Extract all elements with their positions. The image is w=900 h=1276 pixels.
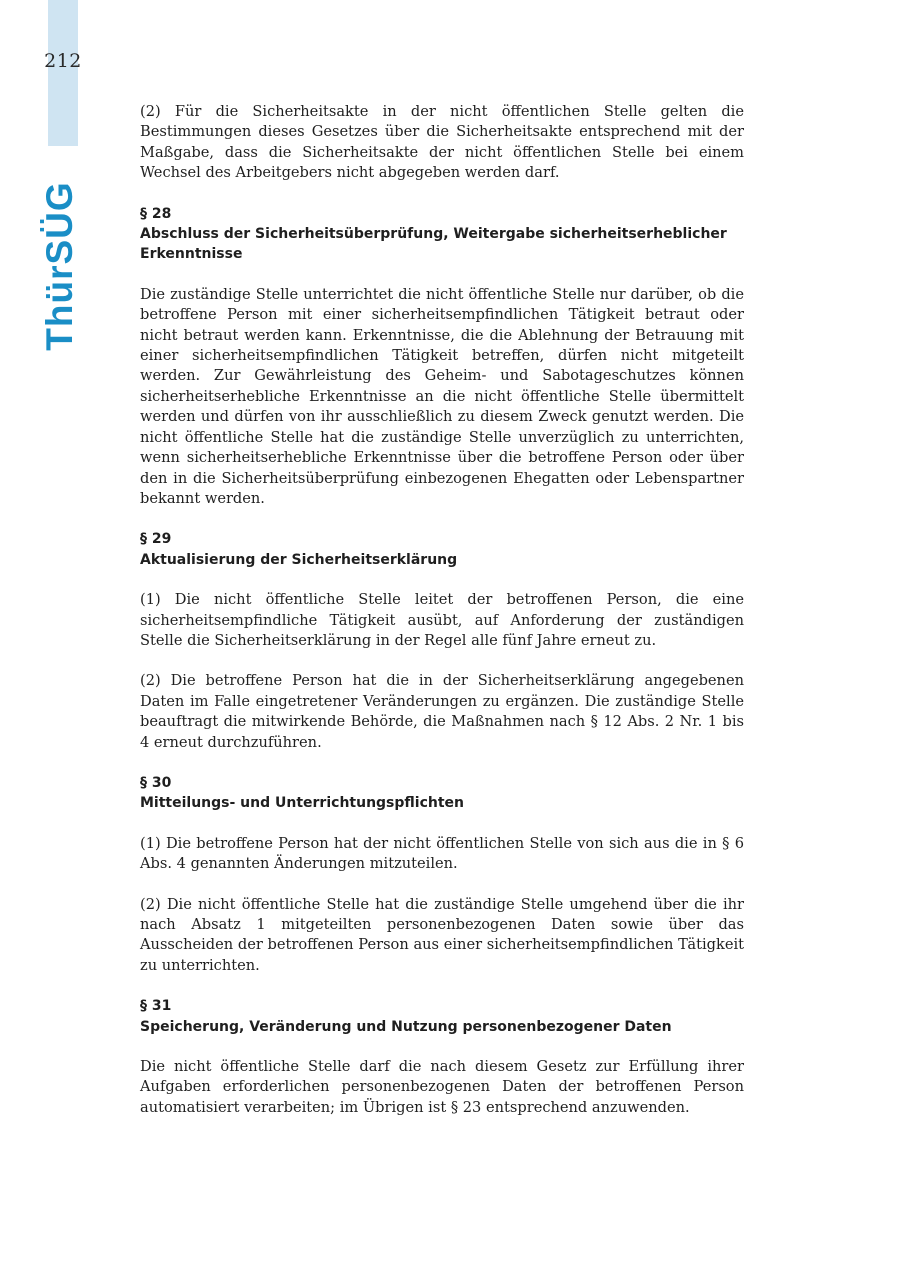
section-paragraph: (2) Die nicht öffentliche Stelle hat die zuständige Stelle umgehend über die ihr nach Absatz 1 mitgeteilten personenbezogenen Daten sowie über das Ausscheiden der betroffenen Person aus einer sicherheitsempfindlichen Tätigkeit zu unterrichten. bbox=[140, 895, 744, 974]
intro-paragraph: (2) Für die Sicherheitsakte in der nicht öffentlichen Stelle gelten die Bestimmungen dieses Gesetzes über die Sicherheitsakte entsprechend mit der Maßgabe, dass die Sicherheitsakte der nicht öffentlichen Stelle bei einem Wechsel des Arbeitgebers nicht abgegeben werden darf. bbox=[140, 103, 744, 182]
section-number: § 28 bbox=[140, 205, 172, 222]
section-heading-31 bbox=[140, 996, 744, 1037]
section-paragraph: (1) Die betroffene Person hat der nicht öffentlichen Stelle von sich aus die in § 6 Abs. 4 genannten Änderungen mitzuteilen. bbox=[140, 834, 744, 873]
section-number: § 30 bbox=[140, 774, 172, 791]
section-paragraph: (2) Die betroffene Person hat die in der Sicherheitserklärung angegebenen Daten im Falle eingetretener Veränderungen zu ergänzen. Die zuständige Stelle beauftragt die mitwirkende Behörde, die Maßnahmen nach § 12 Abs. 2 Nr. 1 bis 4 erneut durchzuführen. bbox=[140, 672, 744, 751]
section-heading-30 bbox=[140, 773, 744, 814]
section-title: Abschluss der Sicherheitsüberprüfung, Weitergabe sicherheitserheblicher Erkenntnisse bbox=[140, 226, 727, 263]
section-paragraph: Die nicht öffentliche Stelle darf die nach diesem Gesetz zur Erfüllung ihrer Aufgaben erforderlichen personenbezogenen Daten der betroffenen Person automatisiert verarbeiten; im Übrigen ist § 23 entsprechend anzuwenden. bbox=[140, 1058, 744, 1116]
section-paragraph: (1) Die nicht öffentliche Stelle leitet der betroffenen Person, die eine sicherheitsempfindliche Tätigkeit ausübt, auf Anforderung der zuständigen Stelle die Sicherheitserklärung in der Regel alle fünf Jahre erneut zu. bbox=[140, 591, 744, 649]
side-color-band bbox=[48, 0, 78, 146]
section-heading-29 bbox=[140, 529, 744, 570]
section-title: Mitteilungs- und Unterrichtungspflichten bbox=[140, 795, 465, 812]
section-paragraph: Die zuständige Stelle unterrichtet die nicht öffentliche Stelle nur darüber, ob die betroffene Person mit einer sicherheitsempfindlichen Tätigkeit betraut oder nicht betraut werden kann. Erkenntnisse, die die Ablehnung der Betrauung mit einer sicherheitsempfindlichen Tätigkeit betreffen, dürfen nicht mitgeteilt werden. Zur Gewährleistung des Geheim- und Sabotageschutzes können sicherheitserhebliche Erkenntnisse an die nicht öffentliche Stelle übermittelt werden und dürfen von ihr ausschließlich zu diesem Zweck genutzt werden. Die nicht öffentliche Stelle hat die zuständige Stelle unverzüglich zu unterrichten, wenn sicherheitserhebliche Erkenntnisse über die betroffene Person oder über den in die Sicherheitsüberprüfung einbezogenen Ehegatten oder Lebenspartner bekannt werden. bbox=[140, 285, 744, 507]
section-title: Speicherung, Veränderung und Nutzung personenbezogener Daten bbox=[140, 1018, 672, 1035]
document-body bbox=[140, 102, 744, 1138]
section-number: § 29 bbox=[140, 531, 172, 548]
section-heading-28 bbox=[140, 204, 744, 265]
page-number: 212 bbox=[44, 50, 82, 72]
section-title: Aktualisierung der Sicherheitserklärung bbox=[140, 551, 458, 568]
section-number: § 31 bbox=[140, 998, 172, 1015]
side-title bbox=[30, 181, 90, 351]
side-title-text: ThürSÜG bbox=[39, 181, 80, 351]
